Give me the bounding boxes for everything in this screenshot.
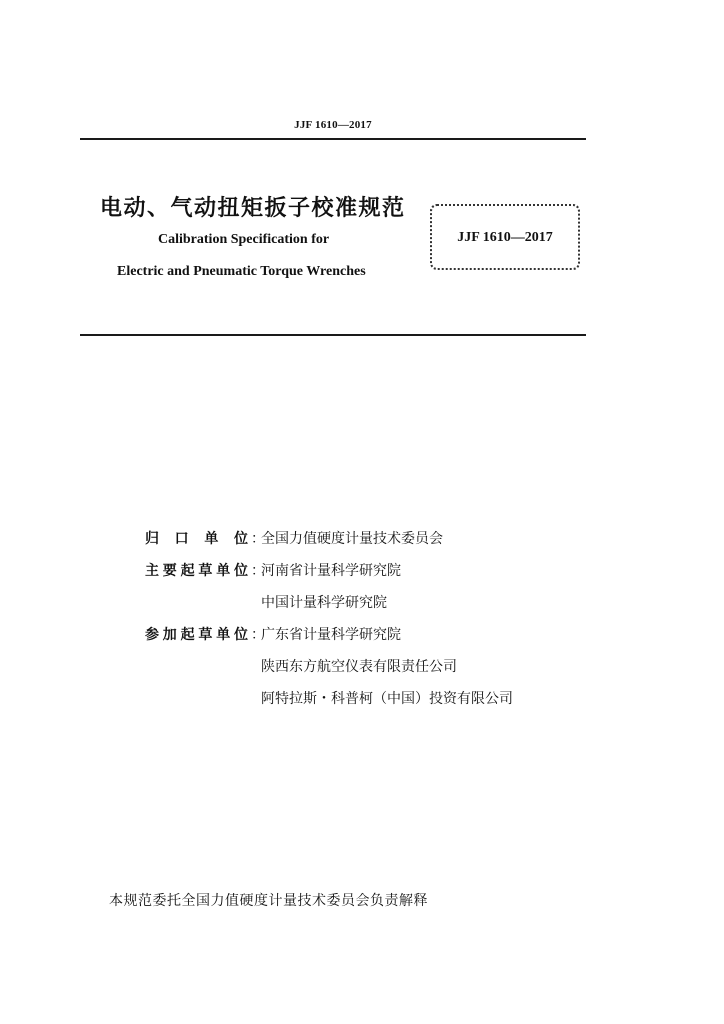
colon: ： [251, 563, 265, 579]
interpretation-note: 本规范委托全国力值硬度计量技术委员会负责解释 [109, 893, 428, 909]
main-drafting-label: 主要起草单位 [145, 563, 249, 579]
main-drafting-row [145, 560, 513, 624]
participating-row [145, 624, 513, 720]
title-english-line-1: Calibration Specification for [158, 232, 330, 247]
colon: ： [251, 531, 265, 547]
main-drafting-unit: 中国计量科学研究院 [261, 595, 387, 611]
responsible-unit-row [145, 528, 513, 560]
main-drafting-unit: 河南省计量科学研究院 [261, 563, 401, 579]
standard-code: JJF 1610—2017 [457, 230, 553, 245]
title-chinese: 电动、气动扭矩扳子校准规范 [100, 196, 406, 221]
responsible-unit-name: 全国力值硬度计量技术委员会 [261, 531, 443, 547]
responsible-unit-label: 归 口 单 位 [145, 531, 249, 547]
participating-unit: 阿特拉斯・科普柯（中国）投资有限公司 [261, 691, 513, 707]
top-divider [80, 138, 586, 140]
title-english-line-2: Electric and Pneumatic Torque Wrenches [117, 264, 366, 279]
participating-unit: 广东省计量科学研究院 [261, 627, 401, 643]
participating-unit: 陕西东方航空仪表有限责任公司 [261, 659, 457, 675]
header-standard-code: JJF 1610—2017 [294, 119, 372, 131]
colon: ： [251, 627, 265, 643]
standard-code-box [430, 204, 580, 270]
drafting-organizations [145, 528, 513, 720]
participating-label: 参加起草单位 [145, 627, 249, 643]
bottom-divider [80, 334, 586, 336]
